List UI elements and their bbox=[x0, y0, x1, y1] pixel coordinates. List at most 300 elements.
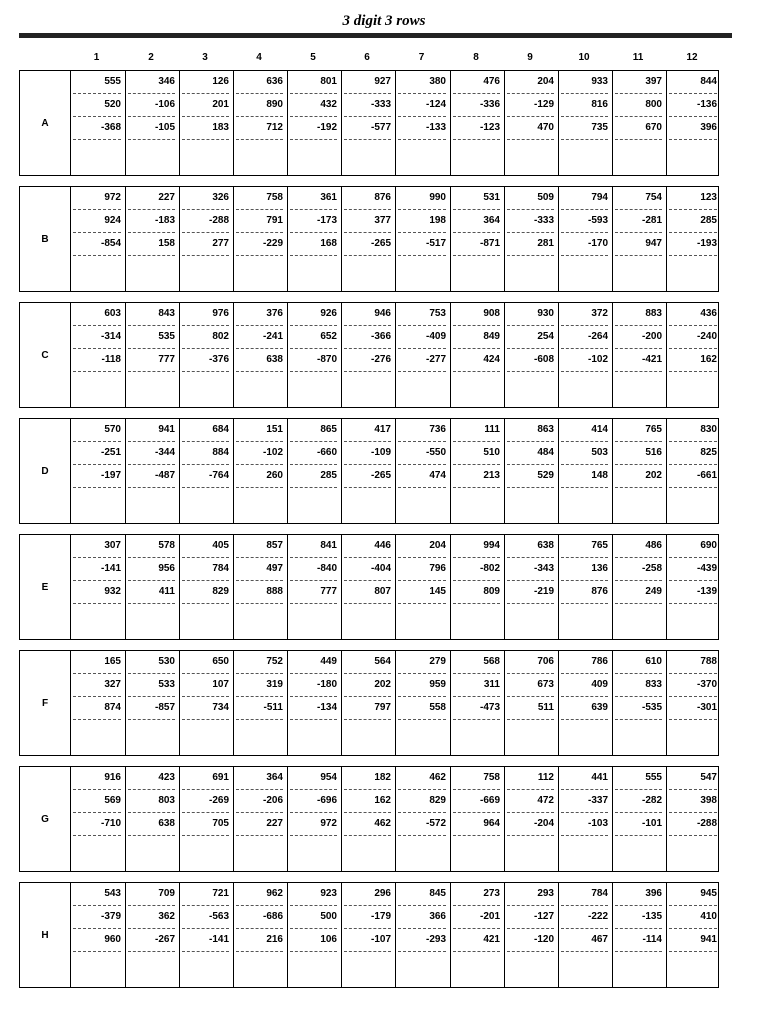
cell-number: 923 bbox=[290, 883, 337, 906]
cell-number: -102 bbox=[236, 442, 283, 465]
cell-number: 712 bbox=[236, 117, 283, 140]
cell-number: -204 bbox=[507, 813, 554, 836]
problem-cell bbox=[451, 883, 505, 987]
cell-number: 933 bbox=[561, 71, 608, 94]
cell-number: 361 bbox=[290, 187, 337, 210]
cell-number: 670 bbox=[615, 117, 662, 140]
cell-number: 734 bbox=[182, 697, 229, 720]
problem-cell bbox=[396, 535, 451, 639]
cell-number: 976 bbox=[182, 303, 229, 326]
row-block bbox=[19, 186, 719, 292]
cell-number: 364 bbox=[453, 210, 500, 233]
cell-number: 865 bbox=[290, 419, 337, 442]
row-label: H bbox=[20, 883, 71, 987]
cell-number: 652 bbox=[290, 326, 337, 349]
cell-number: -376 bbox=[182, 349, 229, 372]
problem-cell bbox=[559, 187, 613, 291]
cell-number: -710 bbox=[73, 813, 121, 836]
cell-number: 319 bbox=[236, 674, 283, 697]
cell-number: 752 bbox=[236, 651, 283, 674]
cell-number: 964 bbox=[453, 813, 500, 836]
problem-cell bbox=[126, 303, 180, 407]
row-label: F bbox=[20, 651, 71, 755]
cell-number: 449 bbox=[290, 651, 337, 674]
row-block bbox=[19, 534, 719, 640]
problem-cell bbox=[396, 303, 451, 407]
cell-number: 202 bbox=[615, 465, 662, 488]
cell-number: 945 bbox=[669, 883, 717, 906]
cell-number: 876 bbox=[344, 187, 391, 210]
cell-number: -288 bbox=[669, 813, 717, 836]
cell-number: -127 bbox=[507, 906, 554, 929]
problem-cell bbox=[559, 303, 613, 407]
cell-number: -301 bbox=[669, 697, 717, 720]
cell-number: -473 bbox=[453, 697, 500, 720]
cell-number: -660 bbox=[290, 442, 337, 465]
problem-cell bbox=[559, 883, 613, 987]
cell-number: -114 bbox=[615, 929, 662, 952]
cell-number: 500 bbox=[290, 906, 337, 929]
cell-number: 638 bbox=[128, 813, 175, 836]
cell-number: -802 bbox=[453, 558, 500, 581]
cell-number: 829 bbox=[398, 790, 446, 813]
problem-cell bbox=[234, 419, 288, 523]
problem-cell bbox=[667, 303, 721, 407]
cell-number: 372 bbox=[561, 303, 608, 326]
problem-cell bbox=[505, 535, 559, 639]
cell-number: 568 bbox=[453, 651, 500, 674]
cell-number: 650 bbox=[182, 651, 229, 674]
cell-number: -193 bbox=[669, 233, 717, 256]
cell-number: 107 bbox=[182, 674, 229, 697]
cell-number: 941 bbox=[669, 929, 717, 952]
row-label: E bbox=[20, 535, 71, 639]
cell-number: -107 bbox=[344, 929, 391, 952]
cell-number: -764 bbox=[182, 465, 229, 488]
cell-number: 307 bbox=[73, 535, 121, 558]
row-block bbox=[19, 650, 719, 756]
problem-cell bbox=[613, 883, 667, 987]
cell-number: 610 bbox=[615, 651, 662, 674]
cell-number: 690 bbox=[669, 535, 717, 558]
problem-cell bbox=[451, 651, 505, 755]
cell-number: -134 bbox=[290, 697, 337, 720]
cell-number: -337 bbox=[561, 790, 608, 813]
problem-cell bbox=[180, 419, 234, 523]
problem-cell bbox=[667, 71, 721, 175]
cell-number: -269 bbox=[182, 790, 229, 813]
row-label: B bbox=[20, 187, 71, 291]
cell-number: -336 bbox=[453, 94, 500, 117]
problem-cell bbox=[396, 767, 451, 871]
problem-cell bbox=[505, 651, 559, 755]
cell-number: 380 bbox=[398, 71, 446, 94]
cell-number: 603 bbox=[73, 303, 121, 326]
cell-number: -101 bbox=[615, 813, 662, 836]
cell-number: -404 bbox=[344, 558, 391, 581]
cell-number: -314 bbox=[73, 326, 121, 349]
cell-number: 311 bbox=[453, 674, 500, 697]
cell-number: -379 bbox=[73, 906, 121, 929]
cell-number: 636 bbox=[236, 71, 283, 94]
problem-cell bbox=[180, 303, 234, 407]
problem-cell bbox=[342, 187, 396, 291]
cell-number: 800 bbox=[615, 94, 662, 117]
cell-number: 520 bbox=[73, 94, 121, 117]
cell-number: 123 bbox=[669, 187, 717, 210]
cell-number: 376 bbox=[236, 303, 283, 326]
column-header: 8 bbox=[473, 52, 479, 63]
cell-number: 346 bbox=[128, 71, 175, 94]
cell-number: 735 bbox=[561, 117, 608, 140]
cell-number: 706 bbox=[507, 651, 554, 674]
cell-number: 930 bbox=[507, 303, 554, 326]
cell-number: 204 bbox=[398, 535, 446, 558]
cell-number: -109 bbox=[344, 442, 391, 465]
row-block bbox=[19, 882, 719, 988]
column-header-row bbox=[69, 52, 719, 66]
cell-number: -183 bbox=[128, 210, 175, 233]
cell-number: 326 bbox=[182, 187, 229, 210]
cell-number: -240 bbox=[669, 326, 717, 349]
cell-number: 777 bbox=[128, 349, 175, 372]
problem-cell bbox=[667, 535, 721, 639]
problem-cell bbox=[180, 187, 234, 291]
cell-number: 198 bbox=[398, 210, 446, 233]
problem-cell bbox=[559, 651, 613, 755]
cell-number: 472 bbox=[507, 790, 554, 813]
cell-number: 497 bbox=[236, 558, 283, 581]
title-divider bbox=[19, 33, 732, 38]
cell-number: -696 bbox=[290, 790, 337, 813]
cell-number: 833 bbox=[615, 674, 662, 697]
cell-number: -251 bbox=[73, 442, 121, 465]
cell-number: -409 bbox=[398, 326, 446, 349]
cell-number: 533 bbox=[128, 674, 175, 697]
cell-number: 476 bbox=[453, 71, 500, 94]
cell-number: 709 bbox=[128, 883, 175, 906]
cell-number: 182 bbox=[344, 767, 391, 790]
cell-number: 849 bbox=[453, 326, 500, 349]
problem-cell bbox=[126, 71, 180, 175]
cell-number: 972 bbox=[290, 813, 337, 836]
cell-number: 753 bbox=[398, 303, 446, 326]
problem-cell bbox=[667, 419, 721, 523]
cell-number: 736 bbox=[398, 419, 446, 442]
cell-number: 254 bbox=[507, 326, 554, 349]
problem-cell bbox=[613, 651, 667, 755]
cell-number: 765 bbox=[615, 419, 662, 442]
cell-number: 260 bbox=[236, 465, 283, 488]
column-header: 9 bbox=[527, 52, 533, 63]
problem-cell bbox=[342, 535, 396, 639]
cell-number: 884 bbox=[182, 442, 229, 465]
cell-number: 830 bbox=[669, 419, 717, 442]
cell-number: 784 bbox=[561, 883, 608, 906]
problem-cell bbox=[613, 419, 667, 523]
problem-cell bbox=[126, 187, 180, 291]
cell-number: 876 bbox=[561, 581, 608, 604]
cell-number: 148 bbox=[561, 465, 608, 488]
cell-number: 816 bbox=[561, 94, 608, 117]
problem-cell bbox=[451, 767, 505, 871]
cell-number: 377 bbox=[344, 210, 391, 233]
cell-number: 829 bbox=[182, 581, 229, 604]
problem-cell bbox=[288, 535, 342, 639]
cell-number: -517 bbox=[398, 233, 446, 256]
problem-cell bbox=[342, 303, 396, 407]
cell-number: 126 bbox=[182, 71, 229, 94]
cell-number: 801 bbox=[290, 71, 337, 94]
cell-number: 277 bbox=[182, 233, 229, 256]
cell-number: 462 bbox=[344, 813, 391, 836]
cell-number: 639 bbox=[561, 697, 608, 720]
cell-number: 803 bbox=[128, 790, 175, 813]
problem-cell bbox=[288, 187, 342, 291]
problem-cell bbox=[288, 883, 342, 987]
cell-number: -343 bbox=[507, 558, 554, 581]
cell-number: 543 bbox=[73, 883, 121, 906]
cell-number: 825 bbox=[669, 442, 717, 465]
cell-number: 136 bbox=[561, 558, 608, 581]
problem-cell bbox=[234, 883, 288, 987]
cell-number: -219 bbox=[507, 581, 554, 604]
problem-cell bbox=[288, 71, 342, 175]
problem-cell bbox=[451, 187, 505, 291]
cell-number: 844 bbox=[669, 71, 717, 94]
cell-number: 396 bbox=[615, 883, 662, 906]
cell-number: 758 bbox=[236, 187, 283, 210]
cell-number: 405 bbox=[182, 535, 229, 558]
cell-number: 366 bbox=[398, 906, 446, 929]
cell-number: -870 bbox=[290, 349, 337, 372]
cell-number: 281 bbox=[507, 233, 554, 256]
cell-number: -277 bbox=[398, 349, 446, 372]
problem-cell bbox=[505, 883, 559, 987]
cell-number: 558 bbox=[398, 697, 446, 720]
cell-number: 883 bbox=[615, 303, 662, 326]
row-block bbox=[19, 418, 719, 524]
cell-number: 162 bbox=[669, 349, 717, 372]
problem-cell bbox=[396, 883, 451, 987]
cell-number: 578 bbox=[128, 535, 175, 558]
problem-cell bbox=[505, 71, 559, 175]
problem-cell bbox=[71, 651, 126, 755]
cell-number: -200 bbox=[615, 326, 662, 349]
problem-cell bbox=[667, 883, 721, 987]
cell-number: 470 bbox=[507, 117, 554, 140]
cell-number: -103 bbox=[561, 813, 608, 836]
cell-number: -871 bbox=[453, 233, 500, 256]
cell-number: 788 bbox=[669, 651, 717, 674]
problem-cell bbox=[559, 767, 613, 871]
cell-number: 959 bbox=[398, 674, 446, 697]
cell-number: 863 bbox=[507, 419, 554, 442]
cell-number: 411 bbox=[128, 581, 175, 604]
cell-number: 845 bbox=[398, 883, 446, 906]
problem-cell bbox=[234, 767, 288, 871]
cell-number: 503 bbox=[561, 442, 608, 465]
problem-cell bbox=[559, 71, 613, 175]
column-header: 2 bbox=[148, 52, 154, 63]
cell-number: -439 bbox=[669, 558, 717, 581]
column-header: 1 bbox=[93, 52, 100, 63]
cell-number: 705 bbox=[182, 813, 229, 836]
cell-number: 362 bbox=[128, 906, 175, 929]
cell-number: 807 bbox=[344, 581, 391, 604]
cell-number: -487 bbox=[128, 465, 175, 488]
row-label: A bbox=[20, 71, 71, 175]
cell-number: -133 bbox=[398, 117, 446, 140]
cell-number: 809 bbox=[453, 581, 500, 604]
cell-number: 511 bbox=[507, 697, 554, 720]
cell-number: 797 bbox=[344, 697, 391, 720]
cell-number: 673 bbox=[507, 674, 554, 697]
problem-cell bbox=[667, 187, 721, 291]
cell-number: -120 bbox=[507, 929, 554, 952]
cell-number: -366 bbox=[344, 326, 391, 349]
cell-number: 916 bbox=[73, 767, 121, 790]
cell-number: -686 bbox=[236, 906, 283, 929]
cell-number: -276 bbox=[344, 349, 391, 372]
cell-number: 516 bbox=[615, 442, 662, 465]
cell-number: 990 bbox=[398, 187, 446, 210]
cell-number: -293 bbox=[398, 929, 446, 952]
problem-cell bbox=[396, 651, 451, 755]
problem-cell bbox=[451, 419, 505, 523]
cell-number: 721 bbox=[182, 883, 229, 906]
cell-number: 531 bbox=[453, 187, 500, 210]
cell-number: 202 bbox=[344, 674, 391, 697]
cell-number: -267 bbox=[128, 929, 175, 952]
cell-number: -421 bbox=[615, 349, 662, 372]
cell-number: 786 bbox=[561, 651, 608, 674]
cell-number: -511 bbox=[236, 697, 283, 720]
cell-number: 424 bbox=[453, 349, 500, 372]
problem-cell bbox=[451, 535, 505, 639]
problem-cell bbox=[288, 767, 342, 871]
cell-number: -170 bbox=[561, 233, 608, 256]
cell-number: 960 bbox=[73, 929, 121, 952]
cell-number: 145 bbox=[398, 581, 446, 604]
cell-number: 441 bbox=[561, 767, 608, 790]
problem-cell bbox=[505, 419, 559, 523]
cell-number: -173 bbox=[290, 210, 337, 233]
cell-number: 213 bbox=[453, 465, 500, 488]
cell-number: 111 bbox=[453, 419, 500, 442]
cell-number: 874 bbox=[73, 697, 121, 720]
problem-cell bbox=[126, 651, 180, 755]
cell-number: 841 bbox=[290, 535, 337, 558]
cell-number: 398 bbox=[669, 790, 717, 813]
problem-cell bbox=[613, 187, 667, 291]
problem-cell bbox=[342, 651, 396, 755]
cell-number: 364 bbox=[236, 767, 283, 790]
problem-cell bbox=[180, 535, 234, 639]
cell-number: 888 bbox=[236, 581, 283, 604]
cell-number: 947 bbox=[615, 233, 662, 256]
cell-number: 994 bbox=[453, 535, 500, 558]
cell-number: 946 bbox=[344, 303, 391, 326]
cell-number: -192 bbox=[290, 117, 337, 140]
problem-cell bbox=[396, 71, 451, 175]
cell-number: 151 bbox=[236, 419, 283, 442]
cell-number: 162 bbox=[344, 790, 391, 813]
cell-number: 890 bbox=[236, 94, 283, 117]
cell-number: -840 bbox=[290, 558, 337, 581]
cell-number: -241 bbox=[236, 326, 283, 349]
cell-number: 467 bbox=[561, 929, 608, 952]
problem-cell bbox=[180, 651, 234, 755]
cell-number: -669 bbox=[453, 790, 500, 813]
cell-number: -136 bbox=[669, 94, 717, 117]
cell-number: 535 bbox=[128, 326, 175, 349]
problem-cell bbox=[180, 71, 234, 175]
cell-number: -106 bbox=[128, 94, 175, 117]
cell-number: 777 bbox=[290, 581, 337, 604]
cell-number: 754 bbox=[615, 187, 662, 210]
cell-number: 414 bbox=[561, 419, 608, 442]
cell-number: 296 bbox=[344, 883, 391, 906]
problem-cell bbox=[126, 767, 180, 871]
problem-cell bbox=[234, 71, 288, 175]
cell-number: -550 bbox=[398, 442, 446, 465]
row-label: G bbox=[20, 767, 71, 871]
cell-number: 843 bbox=[128, 303, 175, 326]
cell-number: 932 bbox=[73, 581, 121, 604]
cell-number: -139 bbox=[669, 581, 717, 604]
problem-cell bbox=[505, 303, 559, 407]
column-header: 7 bbox=[418, 52, 425, 63]
cell-number: 765 bbox=[561, 535, 608, 558]
problem-cell bbox=[180, 767, 234, 871]
problem-cell bbox=[667, 767, 721, 871]
problem-cell bbox=[342, 71, 396, 175]
cell-number: 285 bbox=[290, 465, 337, 488]
cell-number: -102 bbox=[561, 349, 608, 372]
problem-cell bbox=[451, 71, 505, 175]
row-block bbox=[19, 766, 719, 872]
problem-cell bbox=[342, 767, 396, 871]
cell-number: -344 bbox=[128, 442, 175, 465]
cell-number: -368 bbox=[73, 117, 121, 140]
cell-number: -854 bbox=[73, 233, 121, 256]
cell-number: 796 bbox=[398, 558, 446, 581]
problem-cell bbox=[505, 187, 559, 291]
cell-number: 462 bbox=[398, 767, 446, 790]
cell-number: -370 bbox=[669, 674, 717, 697]
problem-cell bbox=[667, 651, 721, 755]
cell-number: 432 bbox=[290, 94, 337, 117]
cell-number: 165 bbox=[73, 651, 121, 674]
problem-cell bbox=[613, 767, 667, 871]
cell-number: -265 bbox=[344, 233, 391, 256]
column-header: 10 bbox=[578, 52, 590, 63]
cell-number: 436 bbox=[669, 303, 717, 326]
cell-number: -333 bbox=[344, 94, 391, 117]
cell-number: -179 bbox=[344, 906, 391, 929]
column-header: 3 bbox=[202, 52, 208, 63]
cell-number: -222 bbox=[561, 906, 608, 929]
cell-number: 106 bbox=[290, 929, 337, 952]
row-block bbox=[19, 302, 719, 408]
cell-number: -282 bbox=[615, 790, 662, 813]
cell-number: 327 bbox=[73, 674, 121, 697]
cell-number: -141 bbox=[182, 929, 229, 952]
cell-number: 397 bbox=[615, 71, 662, 94]
column-header: 4 bbox=[256, 52, 262, 63]
cell-number: -264 bbox=[561, 326, 608, 349]
